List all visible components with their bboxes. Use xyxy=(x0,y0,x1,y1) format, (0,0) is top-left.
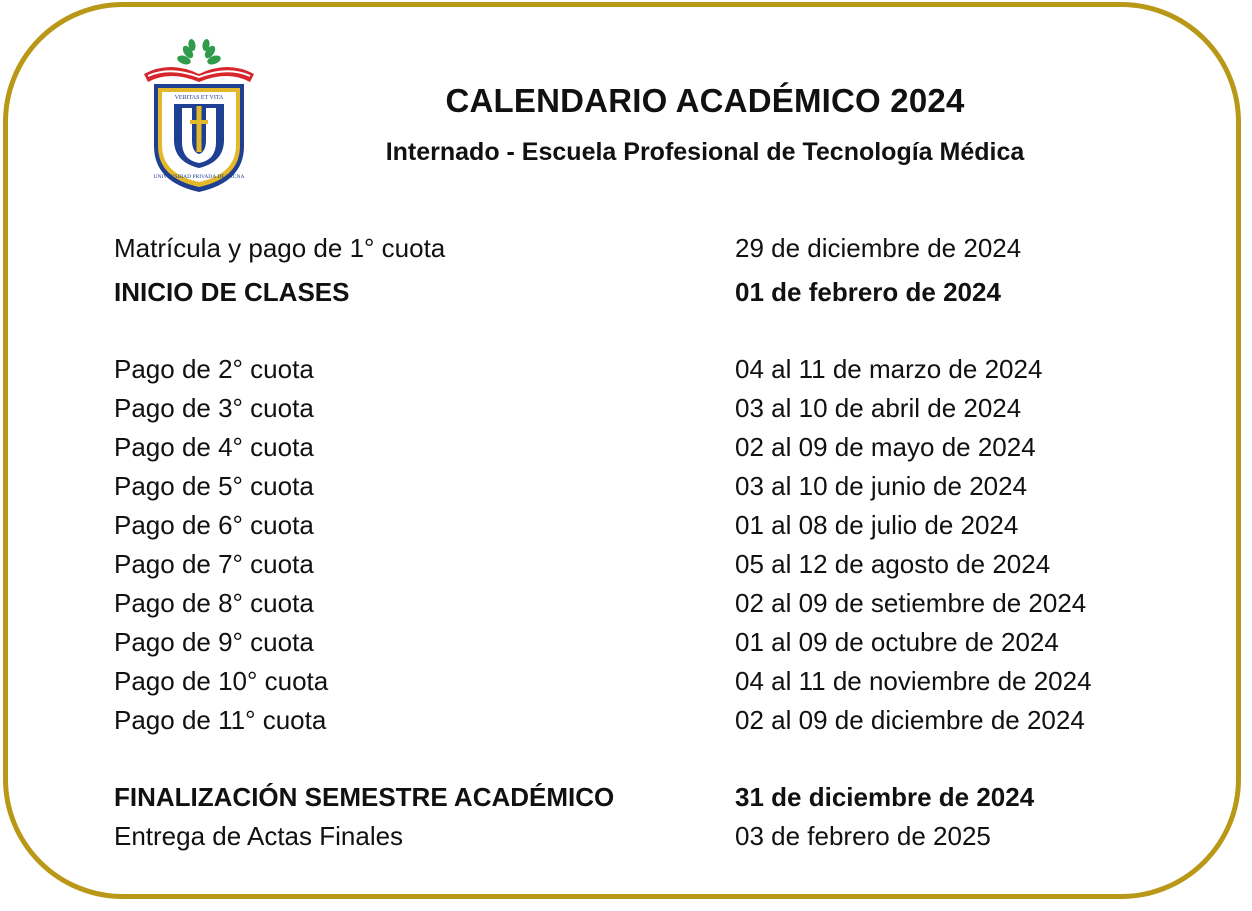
university-shield-logo-icon xyxy=(140,36,258,194)
schedule-date: 01 al 09 de octubre de 2024 xyxy=(735,627,1059,657)
schedule-label: Pago de 10° cuota xyxy=(114,666,329,696)
schedule-label: Pago de 6° cuota xyxy=(114,510,314,540)
schedule-date: 02 al 09 de setiembre de 2024 xyxy=(735,588,1087,618)
page-subtitle: Internado - Escuela Profesional de Tecnología Médica xyxy=(385,138,1025,166)
schedule-label: Pago de 3° cuota xyxy=(114,393,314,423)
schedule-label: Entrega de Actas Finales xyxy=(114,821,404,851)
schedule-date: 01 de febrero de 2024 xyxy=(735,277,1001,307)
schedule-row xyxy=(114,352,1174,386)
schedule-row xyxy=(114,819,1174,853)
schedule-label: Pago de 5° cuota xyxy=(114,471,314,501)
schedule-label: Pago de 4° cuota xyxy=(114,432,314,462)
schedule-row xyxy=(114,625,1174,659)
schedule-date: 31 de diciembre de 2024 xyxy=(735,782,1035,812)
schedule-row xyxy=(114,547,1174,581)
schedule-label: Pago de 8° cuota xyxy=(114,588,314,618)
schedule-row xyxy=(114,430,1174,464)
schedule-label: FINALIZACIÓN SEMESTRE ACADÉMICO xyxy=(114,782,615,812)
schedule-date: 04 al 11 de marzo de 2024 xyxy=(735,354,1043,384)
schedule-row-inicio-clases xyxy=(114,275,1174,309)
schedule-row xyxy=(114,391,1174,425)
logo-motto: VERITAS ET VITA xyxy=(174,95,224,101)
schedule-row-finalizacion xyxy=(114,780,1174,814)
schedule-date: 01 al 08 de julio de 2024 xyxy=(735,510,1019,540)
logo-ring-text: UNIVERSIDAD PRIVADA DE TACNA xyxy=(153,174,245,180)
page-title: CALENDARIO ACADÉMICO 2024 xyxy=(445,82,965,119)
schedule-row xyxy=(114,664,1174,698)
schedule-label: Matrícula y pago de 1° cuota xyxy=(114,233,446,263)
schedule-label: INICIO DE CLASES xyxy=(114,277,350,307)
schedule-label: Pago de 11° cuota xyxy=(114,705,327,735)
schedule-date: 03 de febrero de 2025 xyxy=(735,821,991,851)
schedule-date: 29 de diciembre de 2024 xyxy=(735,233,1022,263)
schedule-date: 04 al 11 de noviembre de 2024 xyxy=(735,666,1092,696)
schedule-date: 05 al 12 de agosto de 2024 xyxy=(735,549,1051,579)
schedule-label: Pago de 7° cuota xyxy=(114,549,314,579)
schedule-row xyxy=(114,586,1174,620)
schedule-date: 02 al 09 de mayo de 2024 xyxy=(735,432,1036,462)
schedule-date: 02 al 09 de diciembre de 2024 xyxy=(735,705,1085,735)
laurel-icon xyxy=(176,38,222,66)
schedule-row xyxy=(114,469,1174,503)
schedule-row xyxy=(114,231,1174,265)
schedule-row xyxy=(114,508,1174,542)
schedule-label: Pago de 2° cuota xyxy=(114,354,314,384)
schedule-label: Pago de 9° cuota xyxy=(114,627,314,657)
schedule-date: 03 al 10 de abril de 2024 xyxy=(735,393,1022,423)
schedule-date: 03 al 10 de junio de 2024 xyxy=(735,471,1028,501)
schedule-row xyxy=(114,703,1174,737)
